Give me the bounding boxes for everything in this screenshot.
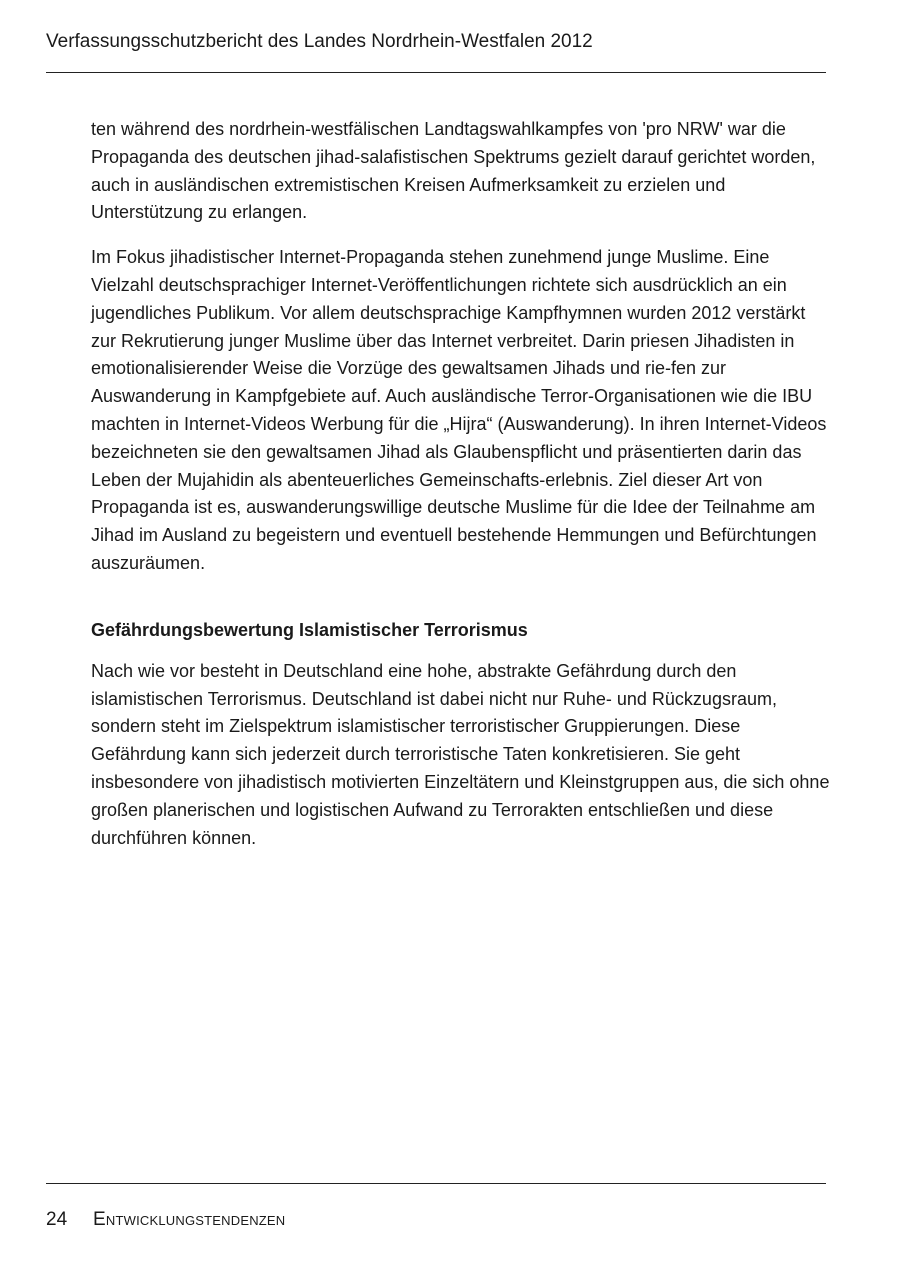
page-body — [91, 116, 831, 869]
running-header: Verfassungsschutzbericht des Landes Nordrhein-Westfalen 2012 — [46, 31, 593, 52]
footer-divider — [46, 1183, 826, 1184]
body-paragraph-1: ten während des nordrhein-westfälischen Landtagswahlkampfes von 'pro NRW' war die Propaganda des deutschen jihad-salafistischen Spektrums gezielt darauf gerichtet worden, auch in ausländischen extremistischen Kreisen Aufmerksamkeit zu erzielen und Unterstützung zu erlangen. — [91, 119, 816, 223]
section-heading: Gefährdungsbewertung Islamistischer Terrorismus — [91, 619, 528, 640]
page-number: 24 — [46, 1209, 68, 1230]
section-paragraph: Nach wie vor besteht in Deutschland eine hohe, abstrakte Gefährdung durch den islamistischen Terrorismus. Deutschland ist dabei nicht nur Ruhe- und Rückzugsraum, sondern steht im Zielspektrum islamistischer terroristischer Gruppierungen. Diese Gefährdung kann sich jederzeit durch terroristische Taten konkretisieren. Sie geht insbesondere von jihadistisch motivierten Einzeltätern und Kleinstgruppen aus, die sich ohne großen planerischen und logistischen Aufwand zu Terrorakten entschließen und diese durchführen können. — [91, 660, 830, 848]
header-divider — [46, 72, 826, 73]
body-paragraph-2: Im Fokus jihadistischer Internet-Propaganda stehen zunehmend junge Muslime. Eine Vielzahl deutschsprachiger Internet-Veröffentlichungen richtete sich ausdrücklich an ein jugendliches Publikum. Vor allem deutschsprachige Kampfhymnen wurden 2012 verstärkt zur Rekrutierung junger Muslime über das Internet verbreitet. Darin priesen Jihadisten in emotionalisierender Weise die Vorzüge des gewaltsamen Jihads und rie-fen zur Auswanderung in Kampfgebiete auf. Auch ausländische Terror-Organisationen wie die IBU machten in Internet-Videos Werbung für die „Hijra“ (Auswanderung). In ihren Internet-Videos bezeichneten sie den gewaltsamen Jihad als Glaubenspflicht und präsentierten darin das Leben der Mujahidin als abenteuerliches Gemeinschafts-erlebnis. Ziel dieser Art von Propaganda ist es, auswanderungswillige deutsche Muslime für die Idee der Teilnahme am Jihad im Ausland zu begeistern und eventuell bestehende Hemmungen und Befürchtungen auszuräumen. — [91, 247, 827, 573]
chapter-title: Entwicklungstendenzen — [93, 1209, 286, 1230]
